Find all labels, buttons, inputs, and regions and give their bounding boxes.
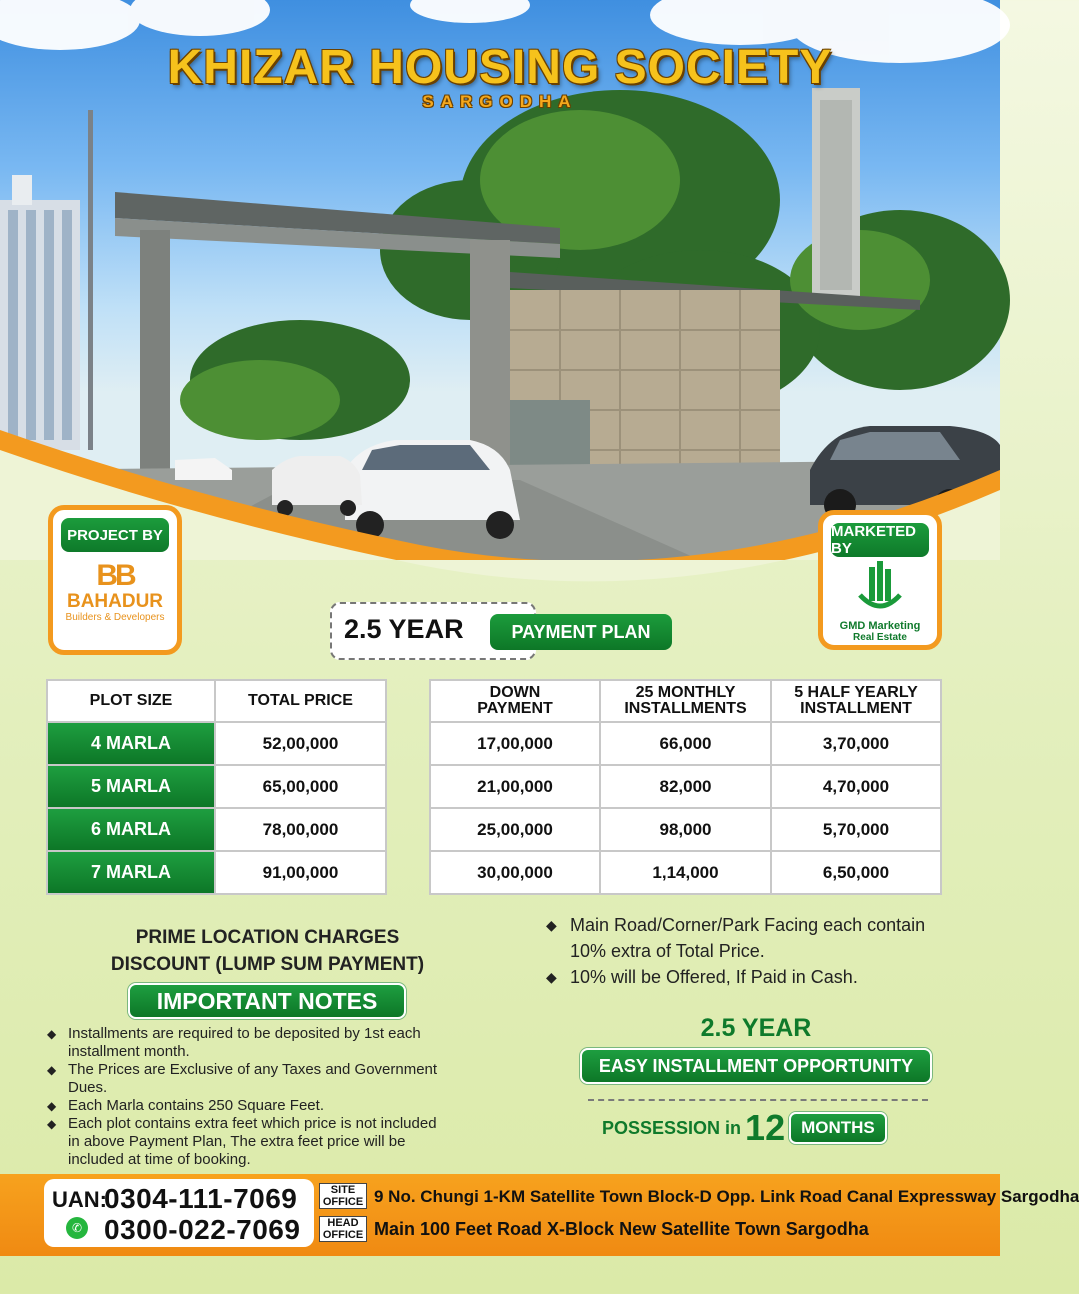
whatsapp-icon: ✆ <box>66 1217 88 1239</box>
installment-table <box>429 679 942 895</box>
bullet-item: ◆ Main Road/Corner/Park Facing each contain 10% extra of Total Price. <box>546 912 966 964</box>
bahadur-name: BAHADUR <box>66 591 164 612</box>
payment-plan-pill: PAYMENT PLAN <box>490 614 672 650</box>
monthly-cell: 1,14,000 <box>600 851 771 894</box>
note-item: ◆ Each Marla contains 250 Square Feet. <box>46 1097 446 1115</box>
notes-list <box>46 1025 446 1169</box>
hero-image <box>0 0 1000 560</box>
half-yearly-cell: 4,70,000 <box>771 765 941 808</box>
header-line: 5 HALF YEARLY <box>794 684 918 701</box>
total-price-cell: 52,00,000 <box>215 722 386 765</box>
gmd-sub: Real Estate <box>853 632 907 643</box>
header-line: PAYMENT <box>477 700 553 717</box>
marketed-by-badge <box>818 510 942 650</box>
col-plot-size: PLOT SIZE <box>47 680 215 722</box>
head-office-tag <box>319 1216 367 1242</box>
down-payment-cell: 21,00,000 <box>430 765 600 808</box>
possession-label: POSSESSION in <box>602 1117 742 1138</box>
table-row <box>47 722 386 765</box>
table-header-row <box>430 680 941 722</box>
uan-label: UAN: <box>52 1187 107 1212</box>
possession-line <box>602 1108 887 1148</box>
site-office-address: 9 No. Chungi 1-KM Satellite Town Block-D Opp. Link Road Canal Expressway Sargodha <box>374 1187 1079 1206</box>
table-row <box>430 765 941 808</box>
table-row <box>430 722 941 765</box>
plot-size-cell: 5 MARLA <box>47 765 215 808</box>
table-row <box>430 808 941 851</box>
table-row <box>47 765 386 808</box>
note-item: ◆ Each plot contains extra feet which price is not included in above Payment Plan, The extra feet price will be included at time of booking. <box>46 1115 446 1169</box>
table-row <box>47 851 386 894</box>
col-total-price: TOTAL PRICE <box>215 680 386 722</box>
possession-unit: MONTHS <box>789 1112 887 1144</box>
total-price-cell: 65,00,000 <box>215 765 386 808</box>
note-item: ◆ The Prices are Exclusive of any Taxes and Government Dues. <box>46 1061 446 1097</box>
bullet-item: ◆ 10% will be Offered, If Paid in Cash. <box>546 964 966 990</box>
half-yearly-cell: 6,50,000 <box>771 851 941 894</box>
header-line: 25 MONTHLY <box>635 684 736 701</box>
table-row <box>47 808 386 851</box>
head-office-address: Main 100 Feet Road X-Block New Satellite Town Sargodha <box>374 1219 869 1239</box>
prime-location-heading <box>40 924 495 978</box>
page-subtitle: SARGODHA <box>422 92 578 111</box>
price-table <box>46 679 387 895</box>
bahadur-monogram: BB <box>96 559 134 592</box>
half-yearly-cell: 3,70,000 <box>771 722 941 765</box>
whatsapp-number[interactable]: 0300-022-7069 <box>104 1214 301 1245</box>
bullets-list <box>546 912 966 990</box>
easy-year: 2.5 YEAR <box>700 1014 812 1042</box>
marketed-by-label: MARKETED BY <box>831 523 929 557</box>
half-yearly-cell: 5,70,000 <box>771 808 941 851</box>
monthly-cell: 82,000 <box>600 765 771 808</box>
header-line: INSTALLMENTS <box>624 700 747 717</box>
total-price-cell: 91,00,000 <box>215 851 386 894</box>
bahadur-logo <box>53 560 177 624</box>
gmd-logo <box>823 561 937 643</box>
monthly-cell: 98,000 <box>600 808 771 851</box>
head-tag-line: OFFICE <box>322 1229 364 1241</box>
monthly-cell: 66,000 <box>600 722 771 765</box>
site-tag-line: SITE <box>330 1184 356 1196</box>
plot-size-cell: 4 MARLA <box>47 722 215 765</box>
header-line: INSTALLMENT <box>800 700 912 717</box>
head-tag-line: HEAD <box>327 1217 359 1229</box>
down-payment-cell: 25,00,000 <box>430 808 600 851</box>
gmd-building-icon <box>855 561 905 615</box>
col-monthly <box>600 680 771 722</box>
easy-installment-pill: EASY INSTALLMENT OPPORTUNITY <box>580 1048 932 1084</box>
project-by-badge <box>48 505 182 655</box>
gmd-name: GMD Marketing <box>839 620 921 632</box>
page-title: KHIZAR HOUSING SOCIETY <box>167 41 833 94</box>
total-price-cell: 78,00,000 <box>215 808 386 851</box>
table-row <box>430 851 941 894</box>
possession-number: 12 <box>745 1107 786 1148</box>
project-by-label: PROJECT BY <box>61 518 169 552</box>
note-item: ◆ Installments are required to be deposited by 1st each installment month. <box>46 1025 446 1061</box>
site-office-tag <box>319 1183 367 1209</box>
bahadur-tagline: Builders & Developers <box>65 612 165 623</box>
site-tag-line: OFFICE <box>322 1196 364 1208</box>
col-down-payment <box>430 680 600 722</box>
important-notes-title: IMPORTANT NOTES <box>128 983 406 1019</box>
down-payment-cell: 17,00,000 <box>430 722 600 765</box>
plan-year: 2.5 YEAR <box>344 614 464 644</box>
uan-number[interactable]: 0304-111-7069 <box>104 1183 298 1214</box>
table-header-row <box>47 680 386 722</box>
col-half-yearly <box>771 680 941 722</box>
prime-line-1: PRIME LOCATION CHARGES <box>135 927 400 948</box>
plot-size-cell: 6 MARLA <box>47 808 215 851</box>
dashed-divider <box>588 1099 928 1101</box>
plot-size-cell: 7 MARLA <box>47 851 215 894</box>
header-line: DOWN <box>489 684 541 701</box>
down-payment-cell: 30,00,000 <box>430 851 600 894</box>
prime-line-2: DISCOUNT (LUMP SUM PAYMENT) <box>110 954 425 975</box>
